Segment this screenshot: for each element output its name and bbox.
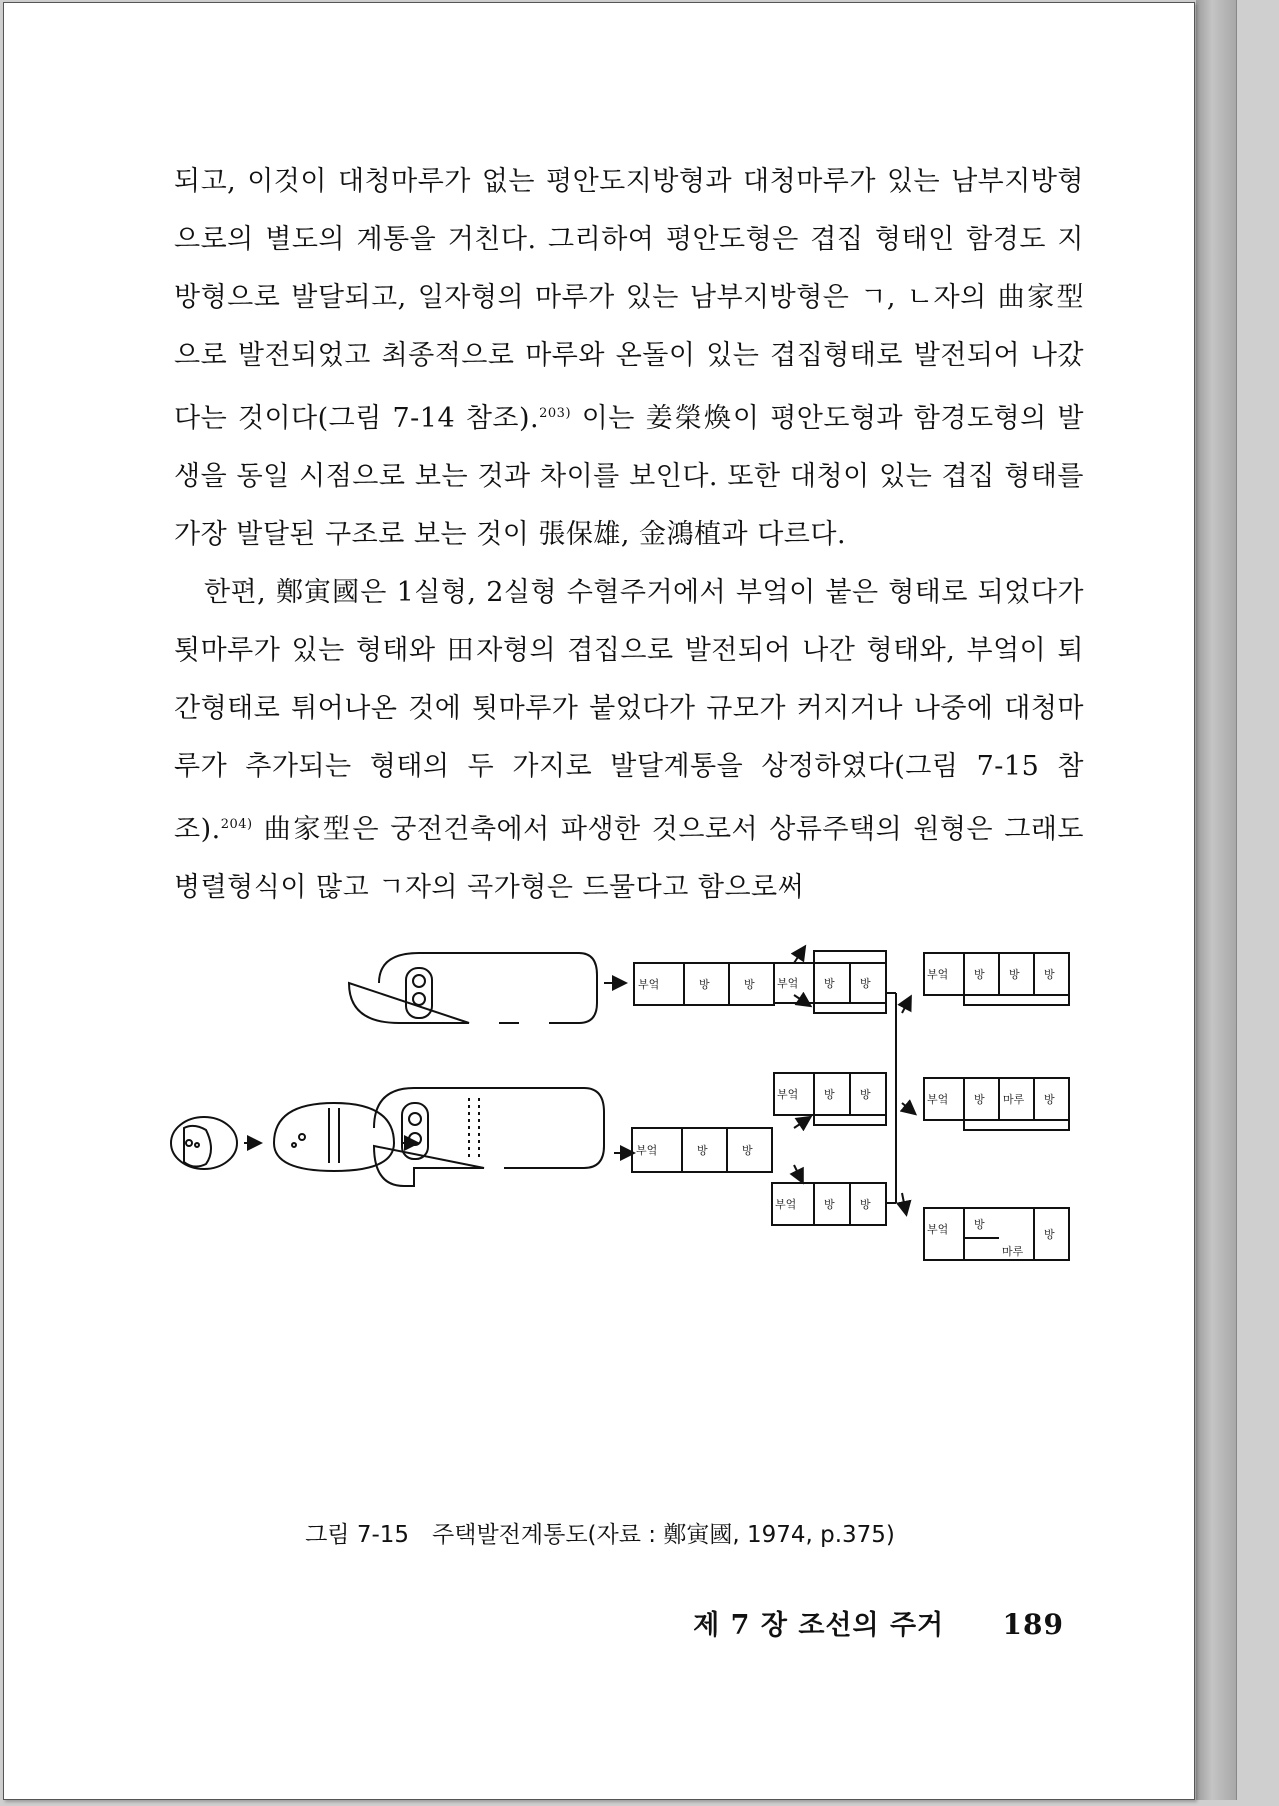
arrow (794, 1118, 809, 1128)
plan-kitchen-variant (772, 1183, 886, 1225)
page-footer (693, 1603, 1064, 1642)
plan-projecting-kitchen (774, 1073, 886, 1125)
svg-text:방: 방 (824, 1088, 835, 1101)
page-number: 189 (1002, 1608, 1064, 1641)
svg-text:마루: 마루 (1002, 1245, 1024, 1258)
svg-text:방: 방 (860, 1198, 871, 1211)
pit-dwelling-bottom (374, 1088, 604, 1186)
plan-with-central-maru (924, 1208, 1069, 1260)
plan-3rooms (924, 953, 1069, 1005)
figure-caption: 그림 7-15 주택발전계통도(자료 : 鄭寅國, 1974, p.375) (305, 1522, 895, 1548)
svg-text:방: 방 (697, 1144, 708, 1157)
svg-text:방: 방 (742, 1144, 753, 1157)
plan-kitchen-2rooms-a (634, 963, 774, 1005)
svg-text:부엌: 부엌 (927, 1093, 949, 1106)
pit-dwelling-top (349, 953, 597, 1023)
paragraph-1: 되고, 이것이 대청마루가 없는 평안도지방형과 대청마루가 있는 남부지방형으로의 별도의 계통을 거친다. 그리하여 평안도형은 겹집 형태인 함경도 지방형으로 발달되고, 일자형의 마루가 있는 남부지방형은 ㄱ, ㄴ자의 曲家型으로 발전되었고 최종적으로 마루와 온돌이 있는 겹집형태로 발전되어 나갔다는 것이다(그림 7-14 참조).$^{203)}$ 이는 姜榮煥이 평안도형과 함경도형의 발생을 동일 시점으로 보는 것과 차이를 보인다. 또한 대청이 있는 겹집 형태를 가장 발달된 구조로 보는 것이 張保雄, 金鴻植과 다르다. (174, 166, 1085, 550)
arrow (794, 1165, 802, 1181)
plan-with-maru (924, 1078, 1069, 1130)
arrow (902, 1193, 906, 1213)
svg-text:방: 방 (744, 978, 755, 991)
svg-text:방: 방 (824, 977, 835, 990)
svg-text:방: 방 (1009, 968, 1020, 981)
svg-text:방: 방 (824, 1198, 835, 1211)
arrow (794, 948, 804, 963)
svg-text:방: 방 (974, 1218, 985, 1231)
svg-text:방: 방 (699, 978, 710, 991)
arrow (902, 1103, 914, 1113)
svg-text:방: 방 (860, 1088, 871, 1101)
svg-text:방: 방 (974, 1093, 985, 1106)
svg-text:부엌: 부엌 (777, 1088, 799, 1101)
svg-text:방: 방 (1044, 1228, 1055, 1241)
svg-text:부엌: 부엌 (775, 1198, 797, 1211)
house-development-diagram (154, 903, 1114, 1503)
footnote-ref-203: 203) (539, 406, 572, 421)
plan-front-maru (774, 951, 886, 1013)
book-spine (1196, 0, 1237, 1800)
plan-kitchen-2rooms-b (632, 1128, 772, 1172)
chapter-title: 제 7 장 조선의 주거 (693, 1610, 945, 1641)
svg-text:방: 방 (974, 968, 985, 981)
svg-text:방: 방 (1044, 968, 1055, 981)
svg-text:부엌: 부엌 (777, 977, 799, 990)
pit-dwelling-1room (171, 1117, 237, 1169)
svg-text:방: 방 (1044, 1093, 1055, 1106)
svg-text:방: 방 (860, 977, 871, 990)
svg-text:마루: 마루 (1003, 1093, 1025, 1106)
svg-text:부엌: 부엌 (927, 1223, 949, 1236)
svg-text:부엌: 부엌 (927, 968, 949, 981)
paragraph-2: 한편, 鄭寅國은 1실형, 2실형 수혈주거에서 부엌이 붙은 형태로 되었다가 툇마루가 있는 형태와 田자형의 겹집으로 발전되어 나간 형태와, 부엌이 퇴간형태로 튀어나온 것에 툇마루가 붙었다가 규모가 커지거나 나중에 대청마루가 추가되는 형태의 두 가지로 발달계통을 상정하였다(그림 7-15 참조).$^{204)}$ 曲家型은 궁전건축에서 파생한 것으로서 상류주택의 원형은 그래도 병렬형식이 많고 ㄱ자의 곡가형은 드물다고 함으로써 (174, 577, 1084, 903)
arrow (902, 998, 910, 1013)
figure-7-15 (154, 903, 1114, 1507)
svg-text:부엌: 부엌 (636, 1144, 658, 1157)
book-page (3, 2, 1195, 1800)
svg-text:부엌: 부엌 (638, 978, 660, 991)
body-text (174, 153, 1084, 917)
footnote-ref-204: 204) (220, 817, 253, 832)
